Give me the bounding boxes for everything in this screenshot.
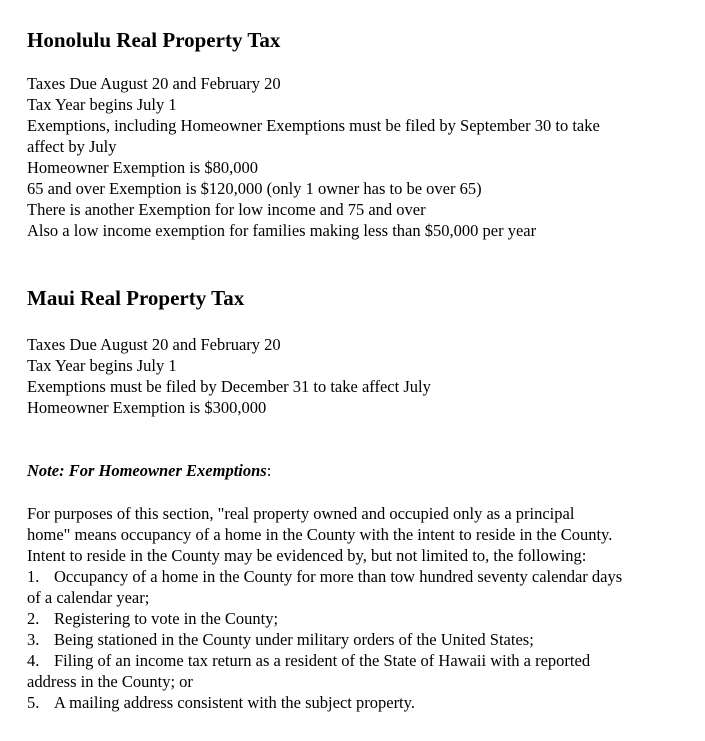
list-item (27, 608, 622, 629)
list-item-text: A mailing address consistent with the subject property. (54, 693, 415, 712)
honolulu-line: There is another Exemption for low income and 75 and over (27, 200, 426, 219)
maui-lines (27, 334, 431, 418)
honolulu-line: affect by July (27, 137, 117, 156)
honolulu-line: Homeowner Exemption is $80,000 (27, 158, 258, 177)
honolulu-line: Taxes Due August 20 and February 20 (27, 74, 281, 93)
note-suffix: : (266, 461, 272, 480)
list-item-number: 5. (27, 693, 40, 712)
list-item-text: Registering to vote in the County; (54, 609, 279, 628)
list-item-continuation: of a calendar year; (27, 588, 150, 607)
list-item (27, 629, 622, 650)
honolulu-line: Also a low income exemption for families making less than $50,000 per year (27, 221, 537, 240)
maui-heading: Maui Real Property Tax (27, 286, 245, 310)
list-item-number: 1. (27, 567, 40, 586)
honolulu-line: Exemptions, including Homeowner Exemptions must be filed by September 30 to take (27, 116, 600, 135)
list-item (27, 692, 622, 713)
honolulu-line: Tax Year begins July 1 (27, 95, 177, 114)
list-item-continuation: address in the County; or (27, 672, 193, 691)
list-item-text: Being stationed in the County under military orders of the United States; (54, 630, 534, 649)
maui-line: Tax Year begins July 1 (27, 356, 177, 375)
list-item-number: 3. (27, 630, 40, 649)
list-item-number: 4. (27, 651, 40, 670)
note-intro-line: Intent to reside in the County may be evidenced by, but not limited to, the following: (27, 546, 587, 565)
list-item-text: Occupancy of a home in the County for more than tow hundred seventy calendar days (54, 567, 623, 586)
honolulu-lines (27, 73, 600, 241)
maui-section (27, 286, 244, 310)
list-item (27, 650, 622, 671)
honolulu-line: 65 and over Exemption is $120,000 (only 1 owner has to be over 65) (27, 179, 482, 198)
maui-line: Exemptions must be filed by December 31 to take affect July (27, 377, 431, 396)
maui-line: Taxes Due August 20 and February 20 (27, 335, 281, 354)
honolulu-section (27, 28, 280, 52)
maui-line: Homeowner Exemption is $300,000 (27, 398, 267, 417)
note-intro-line: home" means occupancy of a home in the County with the intent to reside in the County. (27, 525, 613, 544)
note-body (27, 503, 622, 713)
list-item-text: Filing of an income tax return as a resident of the State of Hawaii with a reported (54, 651, 591, 670)
note-heading (27, 460, 271, 481)
note-label: Note: For Homeowner Exemptions (27, 461, 267, 480)
honolulu-heading: Honolulu Real Property Tax (27, 28, 281, 52)
list-item (27, 566, 622, 587)
note-section (27, 460, 271, 481)
list-item-number: 2. (27, 609, 40, 628)
note-intro-line: For purposes of this section, "real property owned and occupied only as a principal (27, 504, 575, 523)
